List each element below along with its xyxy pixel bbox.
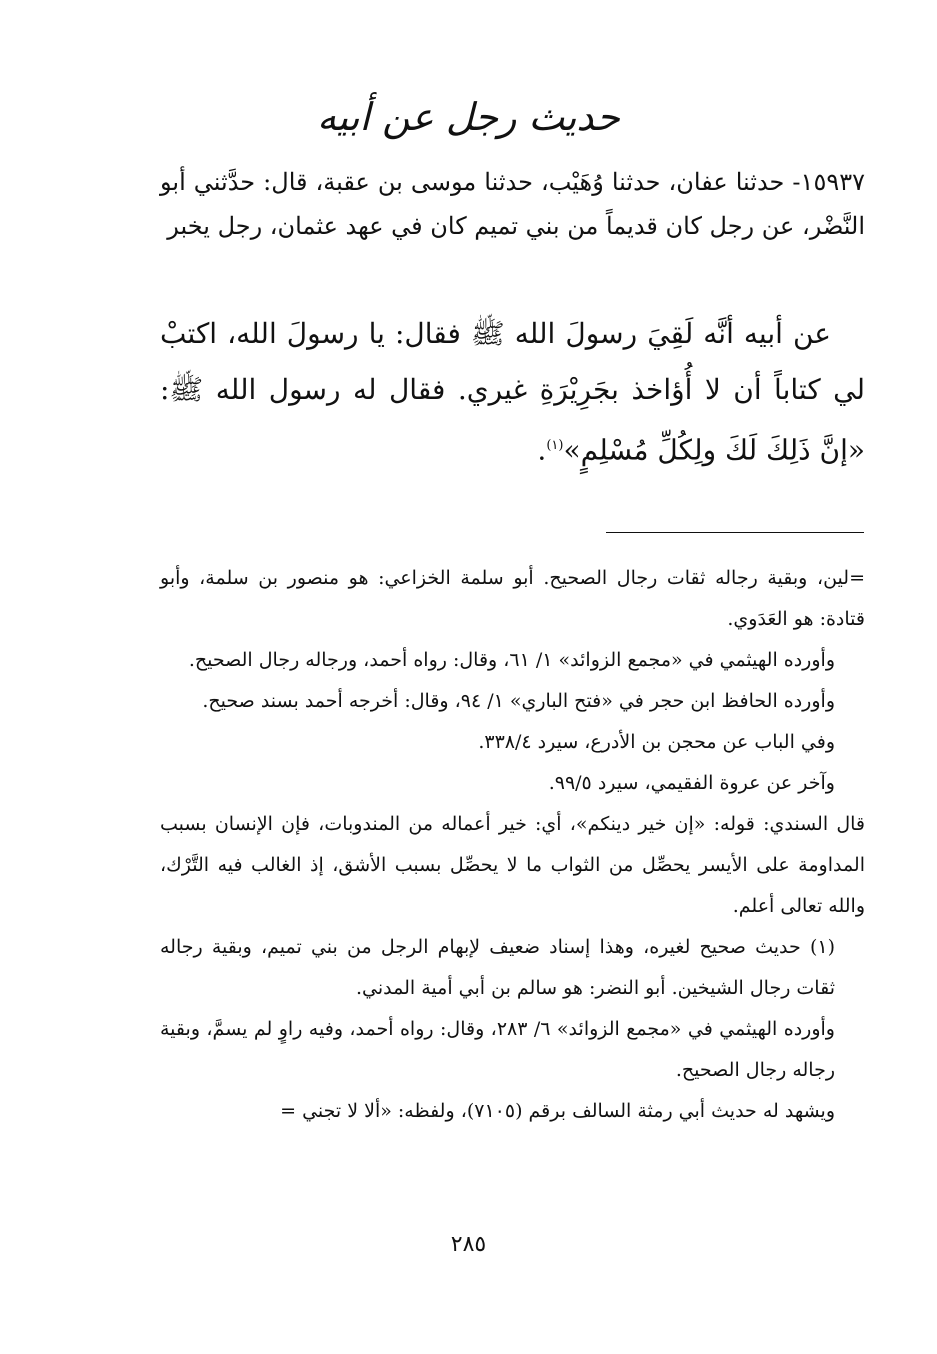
page-number: ٢٨٥ <box>450 1232 487 1257</box>
footnote-paragraph: وأورده الهيثمي في «مجمع الزوائد» ١/ ٦١، وقال: رواه أحمد، ورجاله رجال الصحيح. <box>188 649 835 671</box>
footnote-paragraph: وأورده الحافظ ابن حجر في «فتح الباري» ١/ ٩٤، وقال: أخرجه أحمد بسند صحيح. <box>202 690 835 712</box>
hadith-matn: عن أبيه أنَّه لَقِيَ رسولَ الله ﷺ فقال: يا رسولَ الله، اكتبْ لي كتاباً أن لا أُؤاخذ بجَرِيْرَةِ غيري. فقال له رسول الله ﷺ: «إنَّ ذَلِكَ لَكَ ولِكُلِّ مُسْلِمٍ» <box>160 317 865 467</box>
footnotes <box>160 558 865 1132</box>
footnote-paragraph: ويشهد له حديث أبي رمثة السالف برقم (٧١٠٥)، ولفظه: «ألا لا تجني = <box>280 1100 835 1122</box>
page-title: حديث رجل عن أبيه <box>317 95 620 139</box>
footnote-paragraph: =لين، وبقية رجاله ثقات رجال الصحيح. أبو سلمة الخزاعي: هو منصور بن سلمة، وأبو قتادة: هو العَدَوي. <box>160 567 865 630</box>
footnote-marker: (١) <box>546 438 564 453</box>
footnote-paragraph: قال السندي: قوله: «إن خير دينكم»، أي: خير أعماله من المندوبات، فإن الإنسان بسبب المداومة على الأيسر يحصِّل من الثواب ما لا يحصِّل بسبب الأشق، إذ الغالب فيه التَّرْك، والله تعالى أعلم. <box>160 813 865 917</box>
footnote-paragraph: وأورده الهيثمي في «مجمع الزوائد» ٦/ ٢٨٣، وقال: رواه أحمد، وفيه راوٍ لم يسمَّ، وبقية رجاله رجال الصحيح. <box>160 1018 835 1081</box>
footnote-paragraph: وآخر عن عروة الفقيمي، سيرد ٩٩/٥. <box>548 772 835 794</box>
hadith-isnad: ١٥٩٣٧- حدثنا عفان، حدثنا وُهَيْب، حدثنا موسى بن عقبة، قال: حدَّثني أبو النَّضْر، عن رجل كان قديماً من بني تميم كان في عهد عثمان، رجل يخبر <box>160 168 865 240</box>
footnote-paragraph: وفي الباب عن محجن بن الأدرع، سيرد ٣٣٨/٤. <box>478 731 835 753</box>
footnote-paragraph: (١) حديث صحيح لغيره، وهذا إسناد ضعيف لإبهام الرجل من بني تميم، وبقية رجاله ثقات رجال الشيخين. أبو النضر: هو سالم بن أبي أمية المدني. <box>160 936 835 999</box>
hadith-matn-block: عن أبيه أنَّه لَقِيَ رسولَ الله ﷺ فقال: يا رسولَ الله، اكتبْ لي كتاباً أن لا أُؤاخذ بجَرِيْرَةِ غيري. فقال له رسول الله ﷺ: «إنَّ ذَلِكَ لَكَ ولِكُلِّ مُسْلِمٍ»$^{(١)}$. <box>160 317 865 467</box>
footnote-divider <box>606 532 864 533</box>
